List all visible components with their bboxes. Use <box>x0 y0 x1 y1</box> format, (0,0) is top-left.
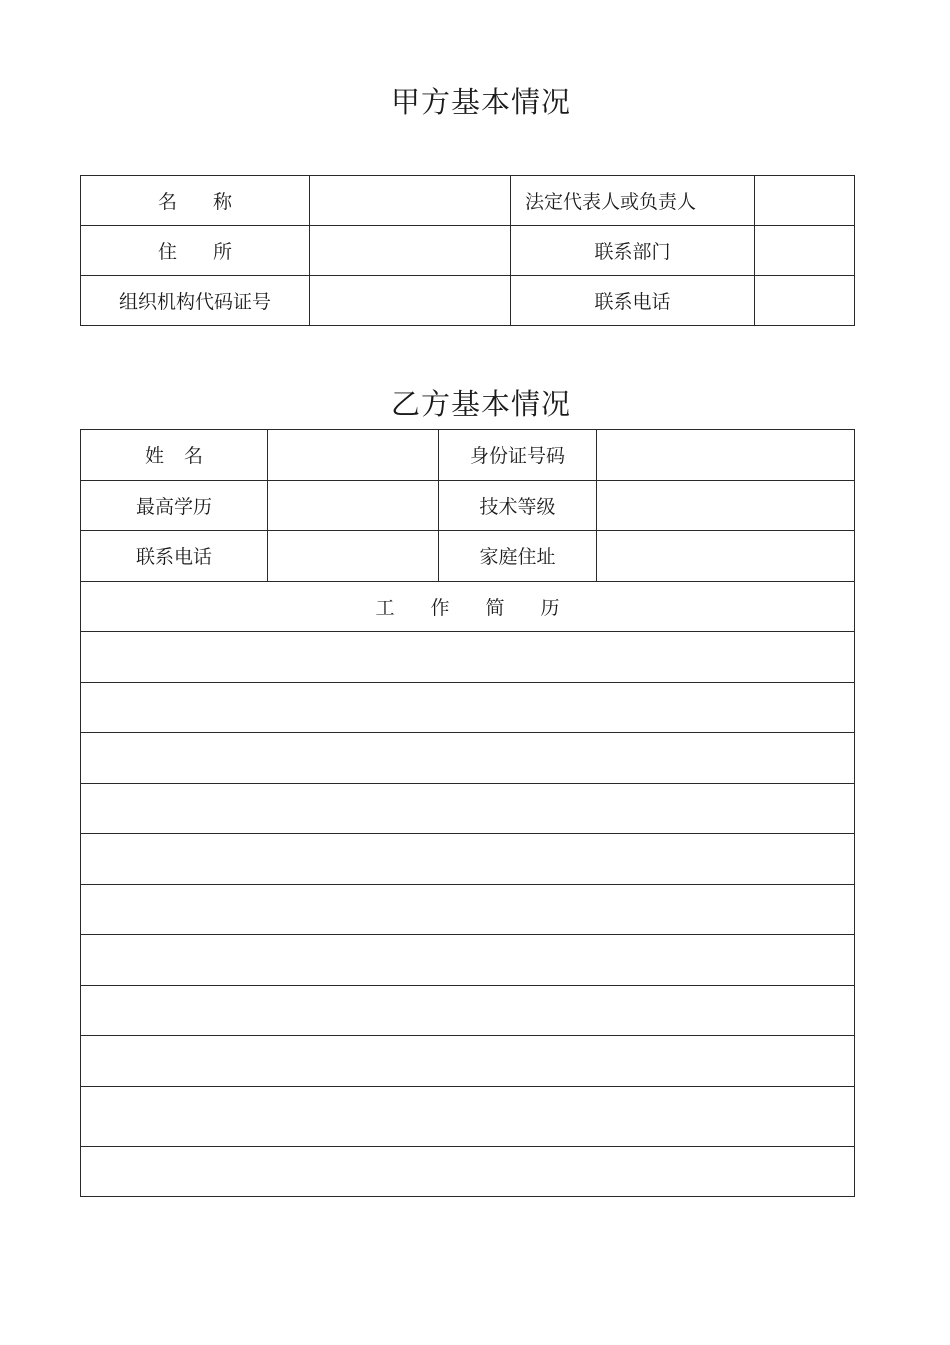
party-a-title: 甲方基本情况 <box>390 85 571 119</box>
party-b-title: 乙方基本情况 <box>390 387 571 421</box>
work-history-char-4: 历 <box>540 596 560 619</box>
address-label-cell <box>81 226 310 276</box>
education-label: 最高学历 <box>81 480 268 531</box>
party-b-name-char-1: 姓 <box>144 445 164 468</box>
work-history-row <box>81 632 855 683</box>
work-history-row <box>81 834 855 885</box>
name-value-cell[interactable] <box>310 176 511 226</box>
work-history-entry-cell[interactable] <box>81 1086 855 1146</box>
name-label-char-2: 称 <box>213 191 233 213</box>
work-history-char-2: 作 <box>430 596 450 619</box>
work-history-row <box>81 884 855 935</box>
party-b-phone-label: 联系电话 <box>81 531 268 582</box>
work-history-row <box>81 1036 855 1087</box>
party-a-phone-label: 联系电话 <box>511 276 755 326</box>
address-label-char-1: 住 <box>157 241 177 263</box>
work-history-entry-cell[interactable] <box>81 884 855 935</box>
legal-representative-label: 法定代表人或负责人 <box>511 176 755 226</box>
party-b-row-name <box>81 430 855 481</box>
work-history-row <box>81 935 855 986</box>
work-history-row <box>81 682 855 733</box>
party-b-name-label-cell <box>81 430 268 481</box>
contact-department-label: 联系部门 <box>511 226 755 276</box>
org-code-label: 组织机构代码证号 <box>81 276 310 326</box>
name-label-char-1: 名 <box>157 191 177 213</box>
work-history-entry-cell[interactable] <box>81 1036 855 1087</box>
party-b-row-education <box>81 480 855 531</box>
work-history-header-row <box>81 581 855 632</box>
work-history-entry-cell[interactable] <box>81 935 855 986</box>
work-history-row <box>81 783 855 834</box>
name-label-cell <box>81 176 310 226</box>
work-history-row <box>81 1086 855 1146</box>
work-history-header <box>81 581 855 632</box>
party-b-row-phone <box>81 531 855 582</box>
party-a-row-address <box>81 226 855 276</box>
party-b-phone-value-cell[interactable] <box>268 531 439 582</box>
party-b-name-value-cell[interactable] <box>268 430 439 481</box>
technical-grade-label: 技术等级 <box>439 480 597 531</box>
party-b-name-char-2: 名 <box>184 445 204 468</box>
party-b-table <box>80 429 855 1197</box>
work-history-entry-cell[interactable] <box>81 632 855 683</box>
home-address-label: 家庭住址 <box>439 531 597 582</box>
work-history-row <box>81 985 855 1036</box>
education-value-cell[interactable] <box>268 480 439 531</box>
id-number-value-cell[interactable] <box>597 430 855 481</box>
party-a-row-name <box>81 176 855 226</box>
work-history-entry-cell[interactable] <box>81 1146 855 1197</box>
work-history-entry-cell[interactable] <box>81 682 855 733</box>
contact-department-value-cell[interactable] <box>755 226 855 276</box>
work-history-char-1: 工 <box>375 596 395 619</box>
technical-grade-value-cell[interactable] <box>597 480 855 531</box>
work-history-char-3: 简 <box>485 596 505 619</box>
party-a-phone-value-cell[interactable] <box>755 276 855 326</box>
work-history-entry-cell[interactable] <box>81 783 855 834</box>
work-history-entry-cell[interactable] <box>81 733 855 784</box>
address-value-cell[interactable] <box>310 226 511 276</box>
work-history-entry-cell[interactable] <box>81 985 855 1036</box>
work-history-entry-cell[interactable] <box>81 834 855 885</box>
home-address-value-cell[interactable] <box>597 531 855 582</box>
party-a-table <box>80 175 855 326</box>
org-code-value-cell[interactable] <box>310 276 511 326</box>
party-a-row-org-code <box>81 276 855 326</box>
id-number-label: 身份证号码 <box>439 430 597 481</box>
legal-representative-value-cell[interactable] <box>755 176 855 226</box>
address-label-char-2: 所 <box>213 241 233 263</box>
work-history-row <box>81 1146 855 1197</box>
work-history-row <box>81 733 855 784</box>
